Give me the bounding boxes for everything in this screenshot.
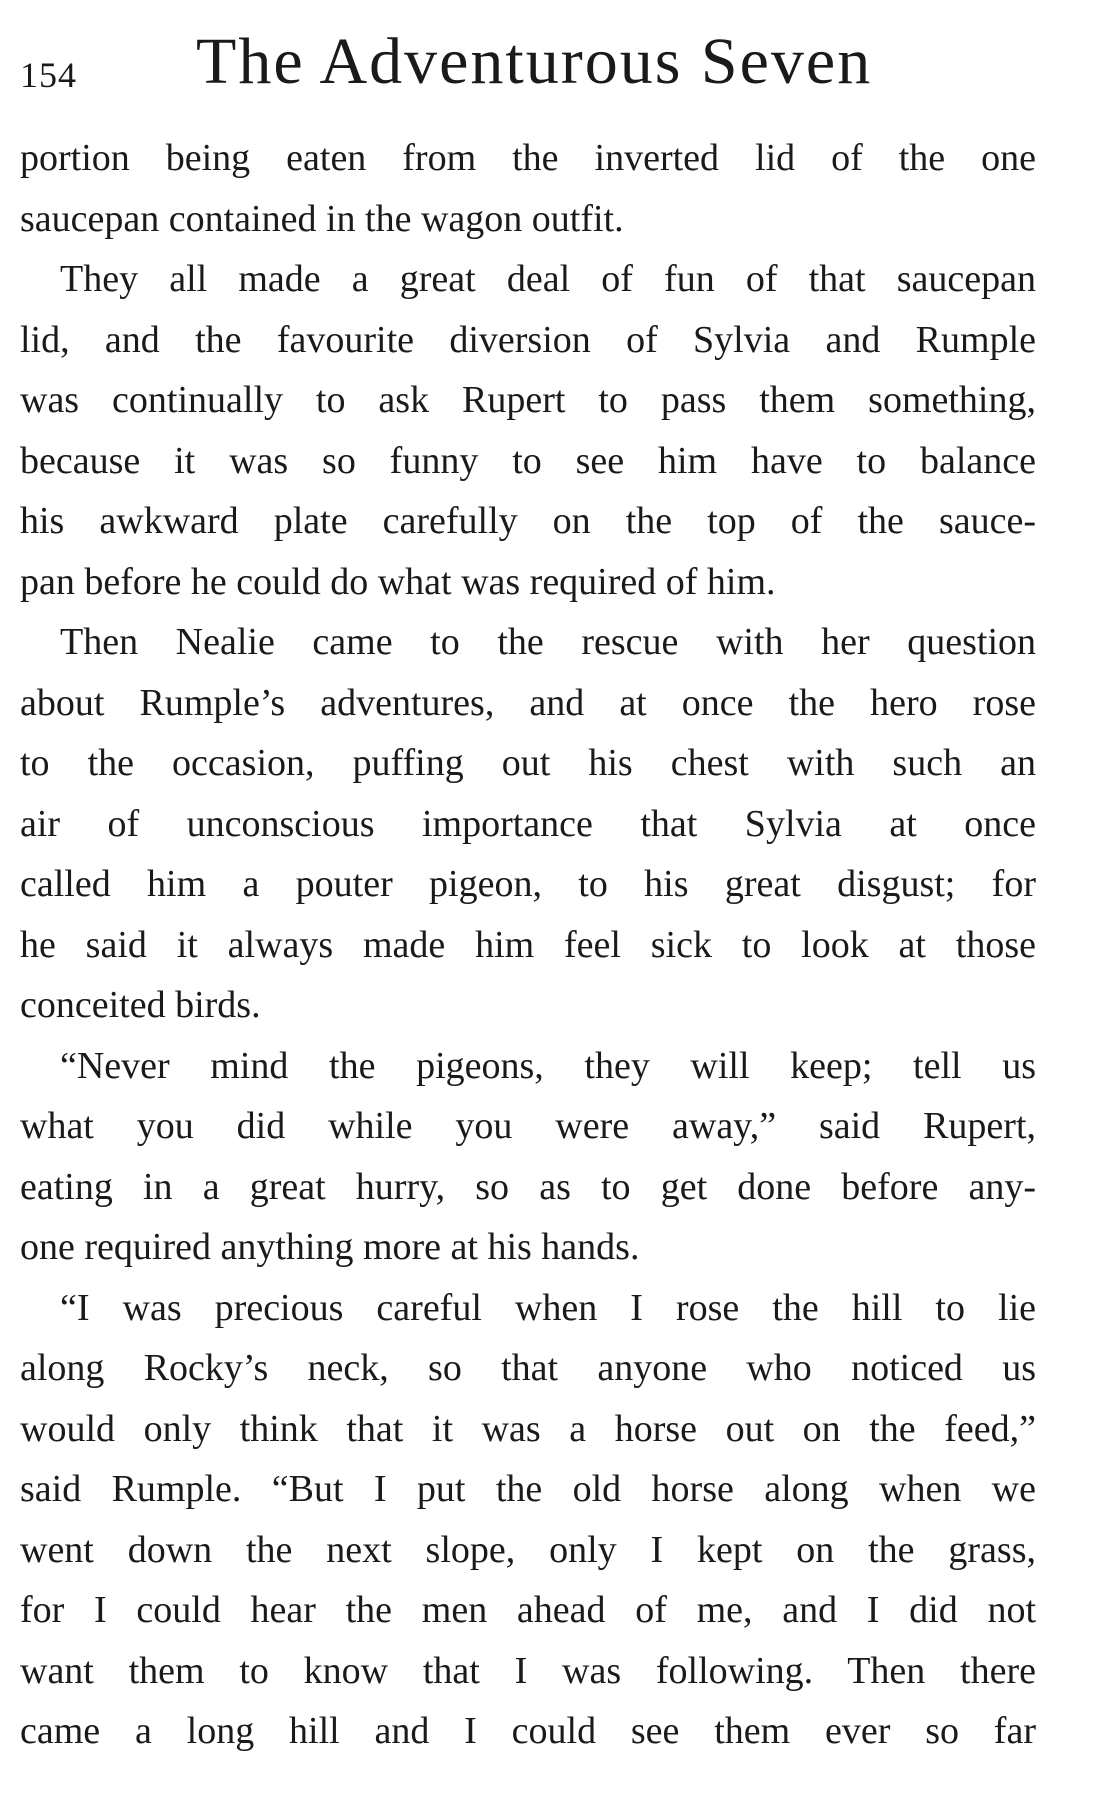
text-line: “Never mind the pigeons, they will keep; tell us [60, 1044, 1036, 1087]
text-line: went down the next slope, only I kept on the grass, [20, 1528, 1036, 1571]
text-line: was continually to ask Rupert to pass them something, [20, 379, 1036, 421]
text-line: lid, and the favourite diversion of Sylvia and Rumple [20, 318, 1036, 361]
text-line: to the occasion, puffing out his chest with such an [20, 742, 1036, 784]
text-line: came a long hill and I could see them ever so far [20, 1710, 1036, 1752]
body-text [20, 128, 1036, 1762]
text-line: his awkward plate carefully on the top of the sauce- [20, 500, 1036, 542]
text-line: conceited birds. [20, 984, 261, 1026]
text-line: because it was so funny to see him have to balance [20, 439, 1036, 482]
text-line: said Rumple. “But I put the old horse along when we [20, 1468, 1036, 1510]
text-line: want them to know that I was following. Then there [20, 1649, 1036, 1692]
text-line: portion being eaten from the inverted lid of the one [20, 137, 1036, 179]
text-line: called him a pouter pigeon, to his great disgust; for [20, 863, 1036, 905]
text-line: They all made a great deal of fun of that saucepan [60, 258, 1036, 300]
text-line: one required anything more at his hands. [20, 1226, 640, 1268]
text-line: he said it always made him feel sick to look at those [20, 923, 1036, 966]
text-line: eating in a great hurry, so as to get done before any- [20, 1165, 1036, 1208]
text-line: would only think that it was a horse out on the feed,” [20, 1407, 1036, 1450]
text-line: for I could hear the men ahead of me, and I did not [20, 1589, 1036, 1631]
text-line: saucepan contained in the wagon outfit. [20, 197, 624, 240]
text-line: pan before he could do what was required of him. [20, 560, 776, 603]
text-line: what you did while you were away,” said Rupert, [20, 1105, 1036, 1147]
book-title: The Adventurous Seven [196, 25, 873, 98]
text-line: air of unconscious importance that Sylvia at once [20, 802, 1036, 845]
text-line: Then Nealie came to the rescue with her question [60, 621, 1036, 663]
running-head [20, 24, 1020, 104]
text-line: along Rocky’s neck, so that anyone who noticed us [20, 1347, 1036, 1389]
text-line: “I was precious careful when I rose the hill to lie [60, 1286, 1036, 1329]
text-line: about Rumple’s adventures, and at once the hero rose [20, 681, 1036, 724]
page-number: 154 [20, 55, 77, 95]
